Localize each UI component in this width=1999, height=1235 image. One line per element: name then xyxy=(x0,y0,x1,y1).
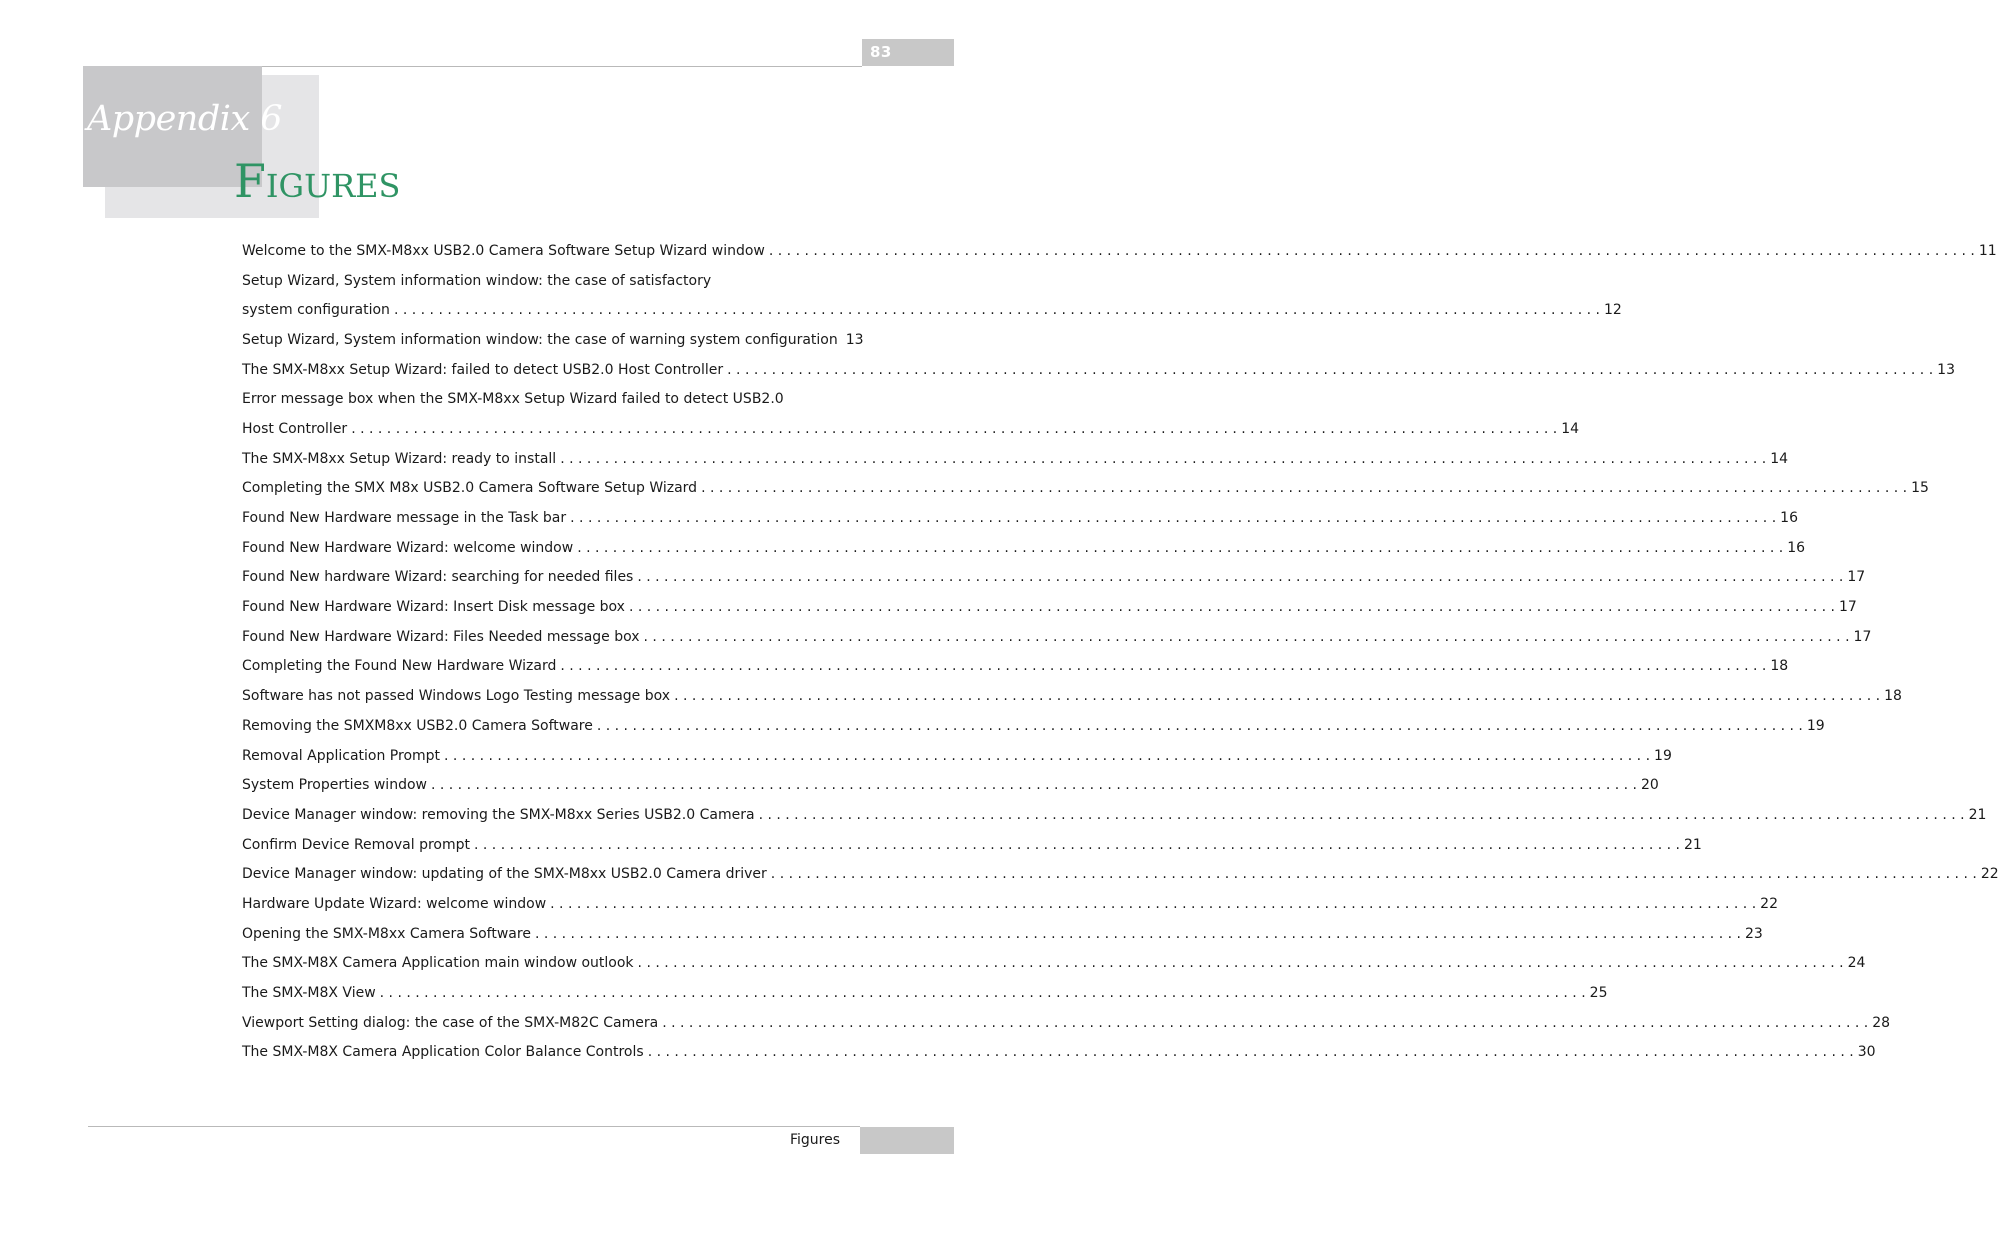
toc-entry-title: Setup Wizard, System information window: the case of satisfactory xyxy=(242,272,712,289)
toc-entry-title: Device Manager window: removing the SMX-M8xx Series USB2.0 Camera xyxy=(242,806,755,823)
toc-dot-leader xyxy=(474,838,1680,852)
toc-entry-title: Confirm Device Removal prompt xyxy=(242,836,470,853)
toc-entry[interactable] xyxy=(242,236,1997,266)
toc-entry-title: System Properties window xyxy=(242,777,427,794)
toc-entry-title: Hardware Update Wizard: welcome window xyxy=(242,895,547,912)
toc-entry[interactable] xyxy=(242,652,1789,682)
toc-entry-title: Completing the SMX M8x USB2.0 Camera Software Setup Wizard xyxy=(242,480,698,497)
toc-dot-leader xyxy=(674,689,1880,703)
toc-entry-page: 18 xyxy=(1770,658,1789,675)
toc-entry-page: 16 xyxy=(1787,539,1806,556)
toc-entry-title: Setup Wizard, System information window: the case of warning system configuration xyxy=(242,331,838,348)
toc-entry[interactable] xyxy=(242,444,1789,474)
toc-dot-leader xyxy=(560,452,1766,466)
toc-entry[interactable] xyxy=(242,800,1987,830)
toc-entry-title: Welcome to the SMX-M8xx USB2.0 Camera Software Setup Wizard window xyxy=(242,242,765,259)
toc-entry[interactable] xyxy=(242,830,1702,860)
toc-entry[interactable] xyxy=(242,770,1659,800)
toc-entry-page: 17 xyxy=(1838,599,1857,616)
toc-entry-title: The SMX-M8xx Setup Wizard: failed to detect USB2.0 Host Controller xyxy=(242,361,724,378)
toc-dot-leader xyxy=(444,749,1650,763)
toc-dot-leader xyxy=(629,600,1835,614)
toc-entry[interactable] xyxy=(242,384,839,414)
toc-entry[interactable] xyxy=(242,889,1778,919)
toc-entry[interactable] xyxy=(242,355,1955,385)
toc-entry[interactable] xyxy=(242,503,1798,533)
toc-entry-page: 15 xyxy=(1911,480,1929,497)
toc-entry-title: Software has not passed Windows Logo Testing message box xyxy=(242,688,671,705)
toc-entry-page: 17 xyxy=(1847,569,1866,586)
toc-entry-page: 14 xyxy=(1770,450,1789,467)
toc-entry-page: 12 xyxy=(1603,302,1622,319)
toc-entry-page: 21 xyxy=(1968,806,1987,823)
toc-entry-page: 22 xyxy=(1980,866,1999,883)
toc-entry[interactable] xyxy=(242,978,1608,1008)
toc-entry-page: 24 xyxy=(1847,955,1866,972)
toc-dot-leader xyxy=(759,808,1965,822)
toc-entry-page: 11 xyxy=(1978,242,1997,259)
toc-dot-leader xyxy=(701,481,1907,495)
toc-entry-page: 23 xyxy=(1744,925,1763,942)
toc-entry-title: Device Manager window: updating of the SMX-M8xx USB2.0 Camera driver xyxy=(242,866,767,883)
toc-entry-title: Found New Hardware Wizard: Insert Disk message box xyxy=(242,599,625,616)
toc-dot-leader xyxy=(638,956,1844,970)
toc-entry-title: Opening the SMX-M8xx Camera Software xyxy=(242,925,531,942)
header-rule xyxy=(262,66,862,67)
toc-dot-leader xyxy=(550,897,1756,911)
toc-entry-page: 19 xyxy=(1806,717,1825,734)
toc-entry-page: 18 xyxy=(1884,688,1902,705)
toc-entry[interactable] xyxy=(242,681,1902,711)
toc-dot-leader xyxy=(431,778,1637,792)
toc-dot-leader xyxy=(577,541,1783,555)
toc-entry[interactable] xyxy=(242,533,1806,563)
toc-dot-leader xyxy=(394,303,1600,317)
toc-dot-leader xyxy=(771,867,1977,881)
toc-entry-title: Found New Hardware Wizard: Files Needed message box xyxy=(242,628,640,645)
toc-entry-title: The SMX-M8X Camera Application main window outlook xyxy=(242,955,634,972)
toc-dot-leader xyxy=(662,1016,1868,1030)
toc-entry-page: 16 xyxy=(1780,510,1798,527)
toc-entry[interactable] xyxy=(242,563,1866,593)
toc-entry-page: 25 xyxy=(1589,985,1608,1002)
figures-list xyxy=(242,236,1999,1067)
toc-dot-leader xyxy=(597,719,1803,733)
toc-entry-page: 19 xyxy=(1654,747,1672,764)
footer-tab xyxy=(860,1127,954,1154)
toc-entry-title: Removal Application Prompt xyxy=(242,747,441,764)
toc-entry[interactable] xyxy=(242,295,1622,325)
toc-entry[interactable] xyxy=(242,1038,1876,1068)
toc-entry-title: Found New hardware Wizard: searching for needed files xyxy=(242,569,634,586)
toc-entry[interactable] xyxy=(242,919,1763,949)
chapter-title: Figures xyxy=(234,154,401,208)
toc-entry[interactable] xyxy=(242,1008,1891,1038)
toc-entry-page: 30 xyxy=(1857,1044,1876,1061)
toc-dot-leader xyxy=(644,630,1850,644)
toc-entry-page: 14 xyxy=(1561,420,1580,437)
toc-entry-page: 28 xyxy=(1872,1014,1891,1031)
toc-entry[interactable] xyxy=(242,592,1857,622)
toc-entry[interactable] xyxy=(242,859,1999,889)
toc-entry-title: Removing the SMXM8xx USB2.0 Camera Software xyxy=(242,717,593,734)
toc-entry-title: Completing the Found New Hardware Wizard xyxy=(242,658,557,675)
toc-entry-page: 13 xyxy=(845,331,864,348)
toc-entry[interactable] xyxy=(242,414,1580,444)
appendix-label: Appendix 6 xyxy=(87,99,283,139)
toc-entry[interactable] xyxy=(242,325,864,355)
toc-entry[interactable] xyxy=(242,741,1672,771)
toc-dot-leader xyxy=(648,1045,1854,1059)
toc-dot-leader xyxy=(560,659,1766,673)
footer-label: Figures xyxy=(789,1132,840,1148)
toc-entry-title: system configuration xyxy=(242,302,390,319)
toc-entry[interactable] xyxy=(242,474,1929,504)
toc-entry-page: 22 xyxy=(1760,895,1778,912)
toc-entry-title: Viewport Setting dialog: the case of the SMX-M82C Camera xyxy=(242,1014,659,1031)
toc-entry-page: 20 xyxy=(1641,777,1659,794)
toc-entry[interactable] xyxy=(242,711,1825,741)
toc-entry-title: Host Controller xyxy=(242,420,348,437)
toc-entry-page: 13 xyxy=(1937,361,1955,378)
toc-entry-page: 17 xyxy=(1853,628,1872,645)
toc-entry-title: The SMX-M8X View xyxy=(242,985,376,1002)
toc-dot-leader xyxy=(535,927,1741,941)
toc-entry-title: Found New Hardware Wizard: welcome window xyxy=(242,539,574,556)
toc-dot-leader xyxy=(380,986,1586,1000)
toc-entry-title: Found New Hardware message in the Task bar xyxy=(242,510,567,527)
toc-entry[interactable] xyxy=(242,622,1872,652)
toc-dot-leader xyxy=(727,363,1933,377)
toc-dot-leader xyxy=(351,422,1557,436)
toc-dot-leader xyxy=(570,511,1776,525)
footer-rule xyxy=(88,1126,860,1127)
toc-entry-title: The SMX-M8xx Setup Wizard: ready to install xyxy=(242,450,557,467)
toc-dot-leader xyxy=(769,244,1975,258)
toc-entry-page: 21 xyxy=(1684,836,1702,853)
toc-entry[interactable] xyxy=(242,266,839,296)
toc-entry-title: Error message box when the SMX-M8xx Setup Wizard failed to detect USB2.0 xyxy=(242,391,784,408)
toc-entry-title: The SMX-M8X Camera Application Color Balance Controls xyxy=(242,1044,644,1061)
toc-entry[interactable] xyxy=(242,949,1866,979)
page-number: 83 xyxy=(870,43,892,61)
toc-dot-leader xyxy=(637,570,1843,584)
